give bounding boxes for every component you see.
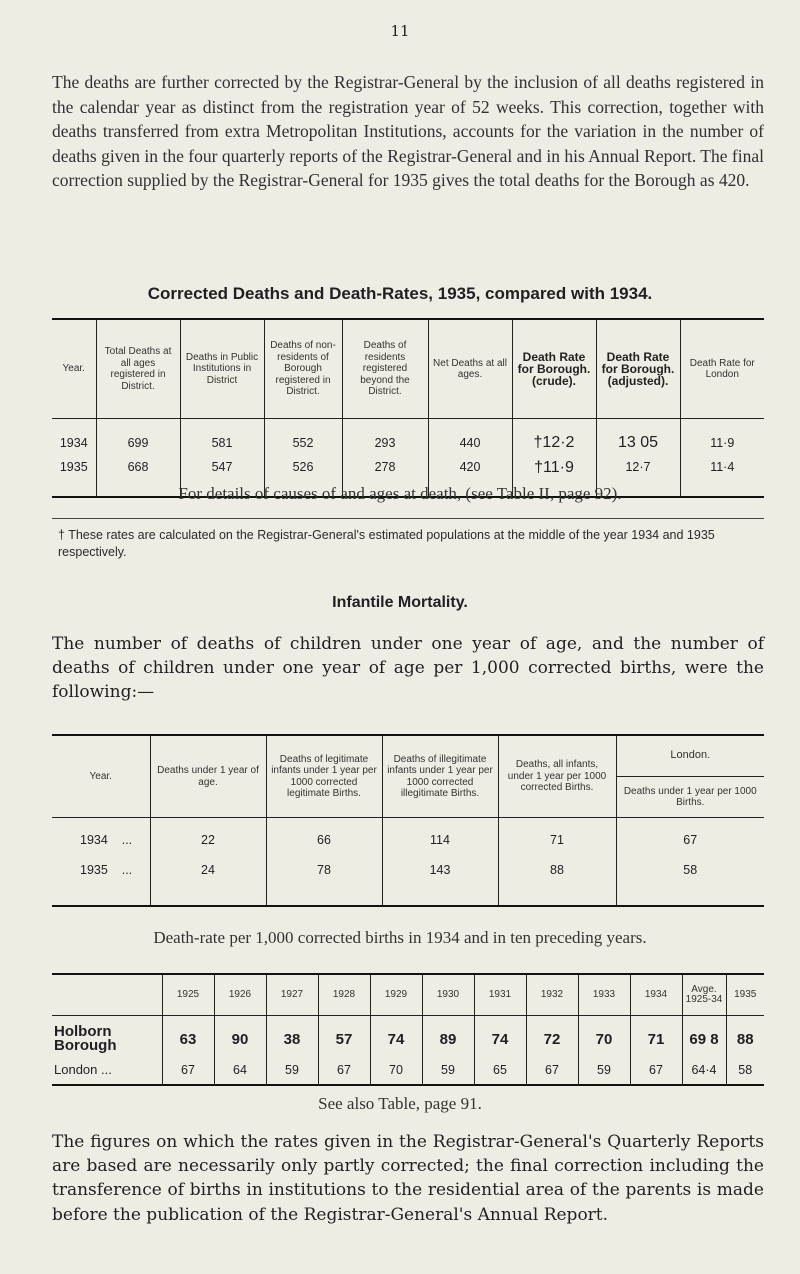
- table-cell: †11·9: [512, 456, 596, 497]
- column-header: Death Rate for London: [680, 319, 764, 419]
- table-cell: 88: [498, 855, 616, 906]
- table3-note: See also Table, page 91.: [318, 1094, 482, 1113]
- year-value: 1934: [80, 832, 108, 847]
- infant-deaths-table: [52, 734, 764, 907]
- table-cell: 1934: [59, 435, 88, 450]
- table-cell: 668: [96, 456, 180, 497]
- column-header: Avge. 1925-34: [682, 974, 726, 1016]
- column-header: Deaths of non-residents of Borough registered in District.: [264, 319, 342, 419]
- column-header: 1927: [266, 974, 318, 1016]
- table-header-row: [52, 735, 764, 777]
- table-cell: 58: [616, 855, 764, 906]
- table-cell: 69 8: [682, 1016, 726, 1057]
- table-cell: 552: [264, 419, 342, 457]
- table-cell: 526: [264, 456, 342, 497]
- death-rate-table: [52, 973, 764, 1086]
- table-cell: 59: [578, 1056, 630, 1085]
- table-cell: 581: [180, 419, 264, 457]
- column-header: Total Deaths at all ages registered in District.: [96, 319, 180, 419]
- table-cell: 11·9: [680, 419, 764, 457]
- table-cell: 67: [616, 818, 764, 856]
- table-cell: 57: [318, 1016, 370, 1057]
- column-header: Deaths of illegitimate infants under 1 year per 1000 corrected illegitimate Births.: [382, 735, 498, 818]
- table-cell: 78: [266, 855, 382, 906]
- table-cell: 58: [726, 1056, 764, 1085]
- footnote: † These rates are calculated on the Registrar-General's estimated populations at the middle of the year 1934 and 1935 respectively.: [58, 528, 715, 559]
- table-cell: 67: [162, 1056, 214, 1085]
- table-cell: 67: [318, 1056, 370, 1085]
- table-row: [52, 1016, 764, 1057]
- table-cell: 71: [498, 818, 616, 856]
- column-header: Deaths in Public Institutions in District: [180, 319, 264, 419]
- table-cell: 71: [630, 1016, 682, 1057]
- column-header: Deaths of residents registered beyond the District.: [342, 319, 428, 419]
- leader-dots: ...: [121, 863, 133, 877]
- table-cell: 70: [370, 1056, 422, 1085]
- table-cell: 13 05: [596, 419, 680, 457]
- column-header: [52, 974, 162, 1016]
- table-cell: 72: [526, 1016, 578, 1057]
- leader-dots: ...: [121, 832, 133, 847]
- row-label: London ...: [54, 1062, 112, 1077]
- column-header: 1926: [214, 974, 266, 1016]
- table-cell: [52, 855, 150, 906]
- table-cell: 59: [422, 1056, 474, 1085]
- table-cell: 67: [526, 1056, 578, 1085]
- table3-title: Death-rate per 1,000 corrected births in 1934 and in ten preceding years.: [153, 928, 647, 947]
- column-header: 1932: [526, 974, 578, 1016]
- deaths-table: [52, 318, 764, 498]
- column-header: Deaths under 1 year of age.: [150, 735, 266, 818]
- table-cell: †12·2: [512, 419, 596, 457]
- table-header-row: [52, 319, 764, 419]
- table-cell: 547: [180, 456, 264, 497]
- table1-note: For details of causes of and ages at death, (see Table II, page 92).: [178, 484, 622, 503]
- table-cell: 64·4: [682, 1056, 726, 1085]
- column-header: Deaths under 1 year per 1000 Births.: [616, 777, 764, 818]
- column-header: 1930: [422, 974, 474, 1016]
- column-header: 1931: [474, 974, 526, 1016]
- table-cell: 114: [382, 818, 498, 856]
- column-header: 1929: [370, 974, 422, 1016]
- column-header: Net Deaths at all ages.: [428, 319, 512, 419]
- table-cell: 24: [150, 855, 266, 906]
- column-header: Death Rate for Borough. (crude).: [512, 319, 596, 419]
- column-header: Deaths, all infants, under 1 year per 1000 corrected Births.: [498, 735, 616, 818]
- row-label: Holborn Borough: [54, 1023, 117, 1054]
- column-header: 1934: [630, 974, 682, 1016]
- table-header-row: [52, 974, 764, 1016]
- table1-title: Corrected Deaths and Death-Rates, 1935, compared with 1934.: [147, 284, 653, 303]
- table-cell: 293: [342, 419, 428, 457]
- table-cell: 11·4: [680, 456, 764, 497]
- table-cell: 90: [214, 1016, 266, 1057]
- table-cell: 64: [214, 1056, 266, 1085]
- column-header: Deaths of legitimate infants under 1 year per 1000 corrected legitimate Births.: [266, 735, 382, 818]
- table-cell: 440: [428, 419, 512, 457]
- column-header: Death Rate for Borough. (adjusted).: [596, 319, 680, 419]
- infantile-paragraph: The number of deaths of children under one year of age, and the number of deaths of children under one year of age per 1,000 corrected births, were the following:—: [52, 634, 764, 703]
- infantile-mortality-title: Infantile Mortality.: [332, 594, 468, 611]
- table-row: [52, 1056, 764, 1085]
- table-row: [52, 818, 764, 856]
- column-header: 1928: [318, 974, 370, 1016]
- column-header: Year.: [52, 319, 96, 419]
- table-cell: 67: [630, 1056, 682, 1085]
- table-cell: [52, 818, 150, 856]
- table-row: [52, 419, 764, 457]
- table-cell: 63: [162, 1016, 214, 1057]
- table-cell: 65: [474, 1056, 526, 1085]
- table-cell: 89: [422, 1016, 474, 1057]
- table-cell: 74: [370, 1016, 422, 1057]
- table-cell: 88: [726, 1016, 764, 1057]
- table-cell: 70: [578, 1016, 630, 1057]
- table-cell: 38: [266, 1016, 318, 1057]
- page-number: 11: [390, 22, 410, 40]
- table-row: [52, 855, 764, 906]
- table-cell: 66: [266, 818, 382, 856]
- table-cell: 143: [382, 855, 498, 906]
- table-cell: 699: [96, 419, 180, 457]
- column-header: 1925: [162, 974, 214, 1016]
- column-header: Year.: [52, 735, 150, 818]
- divider: [52, 518, 764, 519]
- table-cell: 12·7: [596, 456, 680, 497]
- table-cell: 1935: [59, 460, 88, 474]
- table-cell: 420: [428, 456, 512, 497]
- column-header: London.: [616, 735, 764, 777]
- intro-paragraph: The deaths are further corrected by the Registrar-General by the inclusion of all deaths registered in the calendar year as distinct from the registration year of 52 weeks. This correction, together with deaths transferred from extra Metropolitan Institutions, accounts for the variation in the number of deaths given in the four quarterly reports of the Registrar-General and in his Annual Report. The final correction supplied by the Registrar-General for 1935 gives the total deaths for the Borough as 420.: [52, 72, 764, 190]
- table-cell: 22: [150, 818, 266, 856]
- table-cell: 59: [266, 1056, 318, 1085]
- table-cell: 278: [342, 456, 428, 497]
- table-cell: 74: [474, 1016, 526, 1057]
- closing-paragraph: The figures on which the rates given in the Registrar-General's Quarterly Reports are based are necessarily only partly corrected; the final correction including the transference of births in institutions to the residential area of the parents is made before the publication of the Registrar-General's Annual Report.: [52, 1132, 764, 1225]
- column-header: 1935: [726, 974, 764, 1016]
- column-header: 1933: [578, 974, 630, 1016]
- year-value: 1935: [80, 863, 108, 877]
